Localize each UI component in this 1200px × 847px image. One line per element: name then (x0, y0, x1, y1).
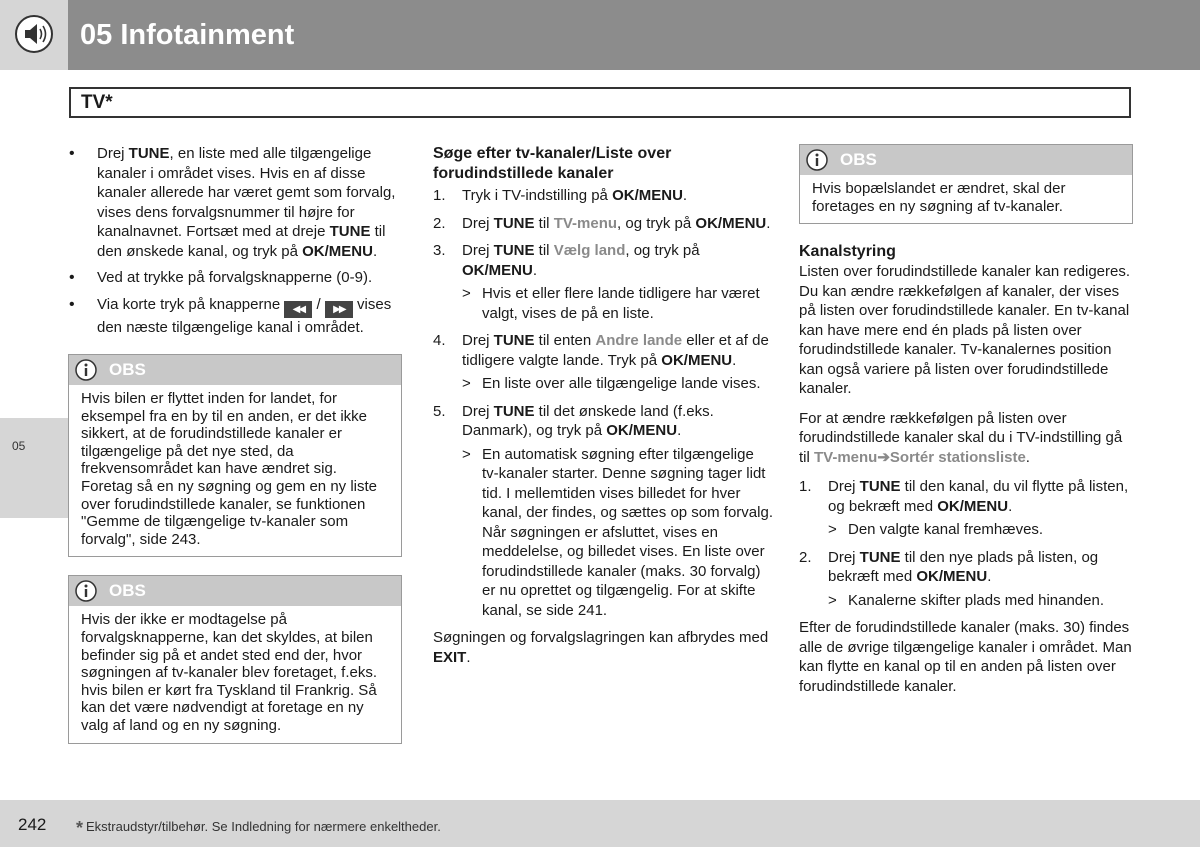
note-header (800, 145, 1132, 175)
step-result: > Den valgte kanal fremhæves. (828, 521, 1044, 539)
step-list (433, 186, 773, 620)
info-icon (806, 149, 828, 171)
step-result: > Hvis et eller flere lande tidligere har været valgt, vises de på en liste. (462, 285, 760, 322)
footer-bar (68, 800, 1200, 847)
bullet-item: • Via korte tryk på knapperne ◀◀ / ▶▶ vises den næste tilgængelige kanal i området. (68, 295, 402, 338)
footnote-star: * (76, 818, 84, 838)
chapter-tab-label: 05 (12, 439, 26, 453)
step-item: 4. Drej TUNE til enten Andre lande eller et af de tidligere valgte lande. Tryk på OK/MENU. > En liste over alle tilgængelige lande vises. (433, 331, 773, 394)
column-3 (799, 144, 1133, 696)
step-item: 3. Drej TUNE til Vælg land, og tryk på OK/MENU. > Hvis et eller flere lande tidligere har været valgt, vises de på en liste. (433, 241, 773, 323)
step-result: > En liste over alle tilgængelige lande vises. (462, 375, 761, 392)
note-box (68, 354, 402, 557)
section-header (69, 87, 1131, 118)
chapter-title: 05 Infotainment (80, 19, 295, 51)
step-item: 2. Drej TUNE til TV-menu, og tryk på OK/MENU. (433, 214, 771, 232)
step-item: 1. Tryk i TV-indstilling på OK/MENU. (433, 187, 688, 204)
column-2 (433, 144, 773, 667)
step-result: > Kanalerne skifter plads med hinanden. (828, 591, 1104, 609)
note-box (799, 144, 1133, 224)
note-header (69, 576, 401, 606)
speaker-icon (14, 14, 54, 54)
step-item: 1. Drej TUNE til den kanal, du vil flytte på listen, og bekræft med OK/MENU. > Den valgte kanal fremhæves. (799, 477, 1133, 540)
step-result: > En automatisk søgning efter tilgængelige tv-kanaler starter. Denne søgning tager lidt tid. I mellemtiden vises billedet for hver kanal, der findes, og sættes op som forvalg. Når søgningen er afsluttet, vises en meddelelse, og billedet vises. En liste over forudindstillede kanaler (maks. 30 forvalg) er nu oprettet og tilgængelig. For at skifte kanal, se side 241. (462, 445, 773, 619)
skip-back-icon: ◀◀ (284, 301, 312, 318)
page-number: 242 (18, 815, 47, 834)
step-item: 2. Drej TUNE til den nye plads på listen, og bekræft med OK/MENU. > Kanalerne skifter plads med hinanden. (799, 548, 1133, 611)
paragraph: Listen over forudindstillede kanaler kan redigeres. Du kan ændre rækkefølgen af kanaler, der vises på listen over forudindstillede kanaler. En tv-kanal kan have mere end én plads på listen over forudindstillede kanaler. Tv-kanalernes position kan også variere på listen over forudindstillede kanaler. (799, 263, 1131, 398)
footnote-text: Ekstraudstyr/tilbehør. Se Indledning for nærmere enkeltheder. (86, 819, 441, 834)
note-title: OBS (109, 360, 146, 379)
note-text: Hvis bilen er flyttet inden for landet, for eksempel fra en by til en anden, er det ikke sikkert, at de forudindstillede kanaler er tilgængelige på det nye sted, da frekvensområdet kan have ændret sig. Foretag så en ny søgning og gem en ny liste over forudindstillede kanaler, se funktionen "Gemme de tilgængelige tv-kanaler som forvalg", side 243. (81, 390, 378, 548)
paragraph: For at ændre rækkefølgen på listen over forudindstillede kanaler skal du i TV-indstilling gå til TV-menu➔Sortér stationsliste. (799, 409, 1123, 466)
section-title: TV* (81, 92, 113, 113)
bullet-list (68, 144, 402, 337)
note-box (68, 575, 402, 743)
note-header (69, 355, 401, 385)
header-icon-box (0, 0, 68, 70)
bullet-item: • Ved at trykke på forvalgsknapperne (0-9). (68, 268, 402, 288)
note-title: OBS (840, 150, 877, 169)
bullet-item: • Drej TUNE, en liste med alle tilgængelige kanaler i området vises. Hvis en af disse kanaler allerede har været gemt som forvalg, vises dens forvalgsnummer til højre for kanalnavnet. Fortsæt med at dreje TUNE til den ønskede kanal, og tryk på OK/MENU. (68, 144, 402, 261)
section-heading: Søge efter tv-kanaler/Liste over forudindstillede kanaler (433, 145, 672, 182)
step-item: 5. Drej TUNE til det ønskede land (f.eks. Danmark), og tryk på OK/MENU. > En automatisk søgning efter tilgængelige tv-kanaler starter. Denne søgning tager lidt tid. I mellemtiden vises billedet for hver kanal, der findes, og sættes op som forvalg. Når søgningen er afsluttet, vises en meddelelse, og billedet vises. En liste over forudindstillede kanaler (maks. 30 forvalg) er nu oprettet og tilgængelig. For at skifte kanal, se side 241. (433, 402, 773, 619)
paragraph: Søgningen og forvalgslagringen kan afbrydes med EXIT. (433, 629, 769, 666)
note-text: Hvis bopælslandet er ændret, skal der foretages en ny søgning af tv-kanaler. (812, 180, 1066, 215)
note-title: OBS (109, 581, 146, 601)
step-list (799, 477, 1133, 610)
note-text: Hvis der ikke er modtagelse på forvalgsknapperne, kan det skyldes, at bilen befinder sig på et andet sted end der, hvor søgningen af tv-kanaler blev foretaget, f.eks. hvis bilen er kørt fra Tyskland til Frankrig. Så kan det være nødvendigt at foretage en ny valg af land og en ny søgning. (81, 611, 377, 734)
info-icon (75, 359, 97, 381)
header-bar (68, 0, 1200, 70)
section-heading: Kanalstyring (799, 243, 896, 261)
paragraph: Efter de forudindstillede kanaler (maks. 30) findes alle de øvrige tilgængelige kanaler i området. Man kan flytte en kanal op til en anden på listen over forudindstillede kanaler. (799, 619, 1132, 695)
column-1 (68, 144, 402, 744)
footnote (76, 817, 441, 839)
skip-forward-icon: ▶▶ (325, 301, 353, 318)
info-icon (75, 580, 97, 602)
chapter-tab (0, 418, 68, 518)
